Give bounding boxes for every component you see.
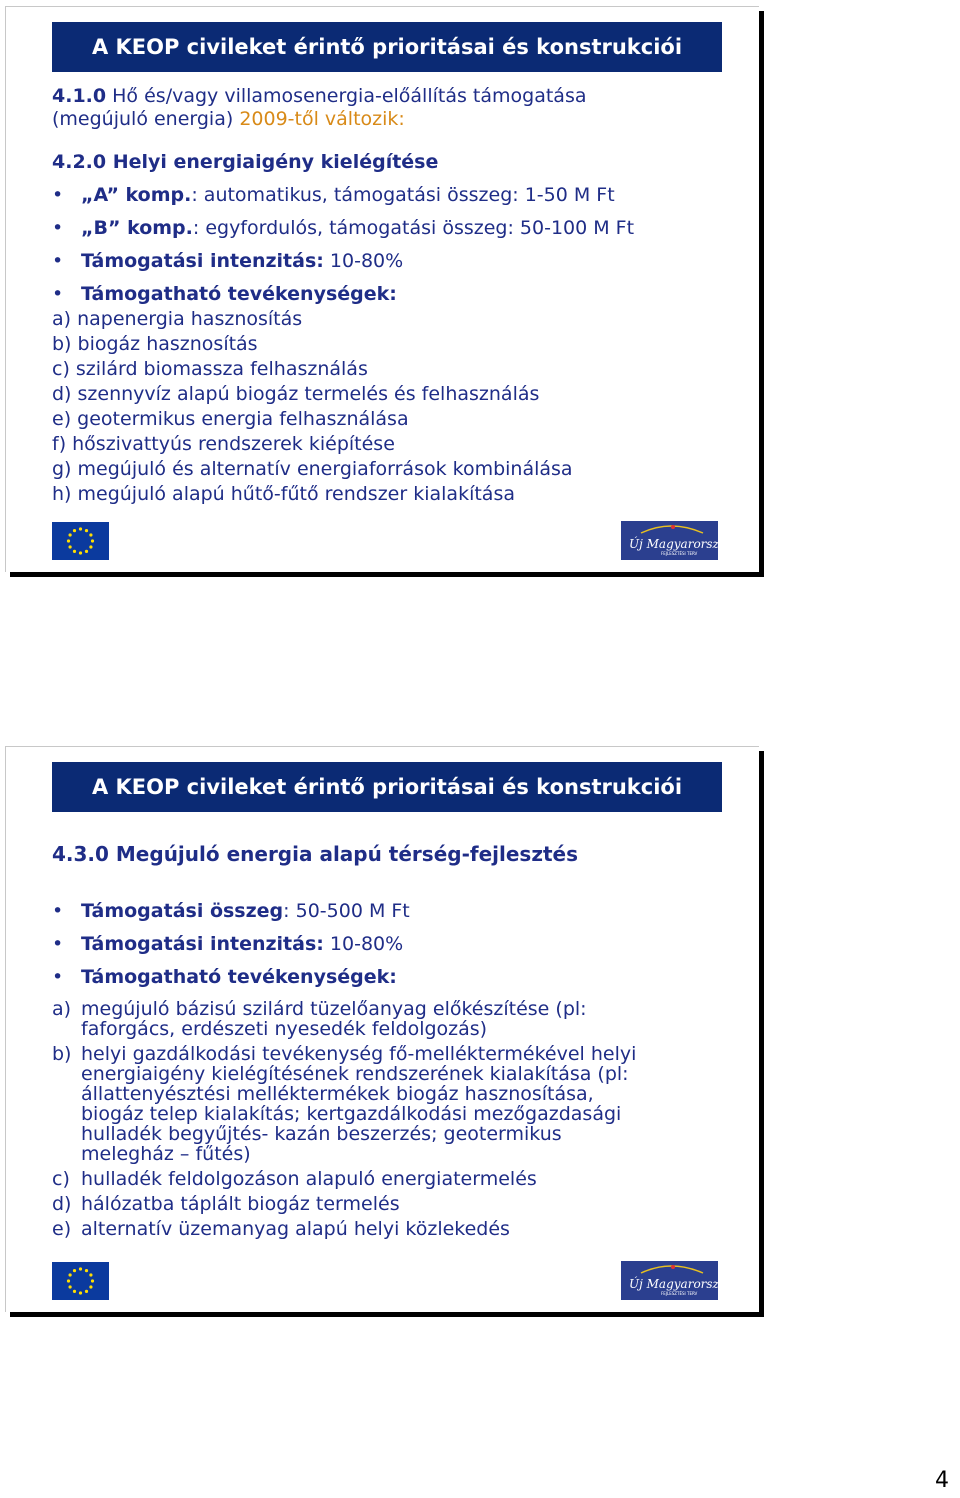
section-heading: 4.3.0 Megújuló energia alapú térség-fejlesztés [52, 842, 578, 866]
item-text: Hő és/vagy villamosenergia-előállítás támogatása [106, 85, 587, 107]
slide-2 [5, 746, 759, 1312]
item-line: alternatív üzemanyag alapú helyi közlekedés [81, 1218, 510, 1240]
list-item: g) megújuló és alternatív energiaforrások kombinálása [52, 458, 573, 480]
item-line: biogáz telep kialakítás; kertgazdálkodási mezőgazdasági [81, 1103, 622, 1125]
item-text: (megújuló energia) [52, 108, 240, 130]
logo-title: Új Magyarország [629, 1277, 734, 1291]
item-line: hulladék begyűjtés- kazán beszerzés; geotermikus [81, 1123, 562, 1145]
item-line: faforgács, erdészeti nyesedék feldolgozás) [81, 1018, 488, 1040]
logo-subtitle: FEJLESZTÉSI TERV [661, 1291, 698, 1296]
item-line: helyi gazdálkodási tevékenység fő-melléktermékével helyi [81, 1043, 637, 1065]
eu-stars-icon [52, 1262, 109, 1300]
item-line: hulladék feldolgozáson alapuló energiatermelés [81, 1168, 537, 1190]
list-item: f) hőszivattyús rendszerek kiépítése [52, 433, 395, 455]
item-body [81, 1044, 636, 1164]
activity-list [52, 999, 712, 1239]
bullet-label: „A” komp. [81, 184, 192, 206]
bullet-label: Támogatási intenzitás: [81, 933, 324, 955]
list-item [52, 999, 712, 1039]
list-item [52, 1194, 712, 1214]
bullet-a-komp [52, 183, 615, 207]
bullet-text: : egyfordulós, támogatási összeg: 50-100 M Ft [192, 217, 635, 239]
section-heading: 4.2.0 Helyi energiaigény kielégítése [52, 151, 439, 173]
bullet-text: 10-80% [323, 933, 404, 955]
bullet-intensity [52, 932, 403, 956]
bullet-activities [52, 282, 397, 306]
bullet-text: 10-80% [323, 250, 404, 272]
item-line: melegház – fűtés) [81, 1143, 251, 1165]
line-2009 [52, 107, 405, 131]
list-item: a) napenergia hasznosítás [52, 308, 303, 330]
slide-1 [5, 6, 759, 572]
bullet-amount [52, 899, 410, 923]
eu-stars-icon [52, 522, 109, 560]
activity-list [52, 307, 573, 507]
list-item [52, 1169, 712, 1189]
umft-logo-icon [621, 521, 734, 560]
list-item: e) geotermikus energia felhasználása [52, 408, 409, 430]
bullet-label: „B” komp. [81, 217, 193, 239]
bullet-label: Támogatási összeg [81, 900, 284, 922]
bullet-icon: • [52, 933, 64, 955]
list-item: c) szilárd biomassza felhasználás [52, 358, 368, 380]
bullet-icon: • [52, 900, 64, 922]
slide-title: A KEOP civileket érintő prioritásai és konstrukciói [52, 762, 722, 812]
bullet-intensity [52, 249, 403, 273]
list-item: h) megújuló alapú hűtő-fűtő rendszer kialakítása [52, 483, 515, 505]
bullet-label: Támogatható tevékenységek: [81, 966, 397, 988]
logo-title: Új Magyarország [629, 537, 734, 551]
eu-flag-logo [52, 1262, 109, 1300]
slide-title: A KEOP civileket érintő prioritásai és konstrukciói [52, 22, 722, 72]
item-label: c) [52, 1168, 70, 1190]
bullet-b-komp [52, 216, 634, 240]
bullet-icon: • [52, 250, 64, 272]
bullet-icon: • [52, 184, 64, 206]
item-body [81, 999, 587, 1039]
item-number: 4.1.0 [52, 85, 107, 107]
bullet-icon: • [52, 283, 64, 305]
eu-flag-logo [52, 522, 109, 560]
uj-magyarorszag-logo [621, 521, 734, 560]
bullet-text: : 50-500 M Ft [283, 900, 410, 922]
change-note: 2009-től változik: [239, 108, 405, 130]
item-label: e) [52, 1218, 72, 1240]
bullet-activities [52, 965, 397, 989]
bullet-label: Támogatási intenzitás: [81, 250, 324, 272]
item-label: b) [52, 1043, 72, 1065]
bullet-text: : automatikus, támogatási összeg: 1-50 M Ft [191, 184, 615, 206]
bullet-icon: • [52, 966, 64, 988]
logo-subtitle: FEJLESZTÉSI TERV [661, 551, 698, 556]
list-item [52, 1219, 712, 1239]
uj-magyarorszag-logo [621, 1261, 734, 1300]
list-item: b) biogáz hasznosítás [52, 333, 258, 355]
item-line: hálózatba táplált biogáz termelés [81, 1193, 400, 1215]
item-label: d) [52, 1193, 72, 1215]
bullet-icon: • [52, 217, 64, 239]
umft-logo-icon [621, 1261, 734, 1300]
item-label: a) [52, 998, 72, 1020]
item-line: energiaigény kielégítésének rendszerének kialakítása (pl: [81, 1063, 629, 1085]
list-item: d) szennyvíz alapú biogáz termelés és felhasználás [52, 383, 540, 405]
page-number: 4 [935, 1468, 949, 1493]
line-4-1-0 [52, 84, 586, 108]
item-line: állattenyésztési melléktermékek biogáz hasznosítása, [81, 1083, 594, 1105]
item-line: megújuló bázisú szilárd tüzelőanyag előkészítése (pl: [81, 998, 587, 1020]
list-item [52, 1044, 712, 1164]
bullet-label: Támogatható tevékenységek: [81, 283, 397, 305]
